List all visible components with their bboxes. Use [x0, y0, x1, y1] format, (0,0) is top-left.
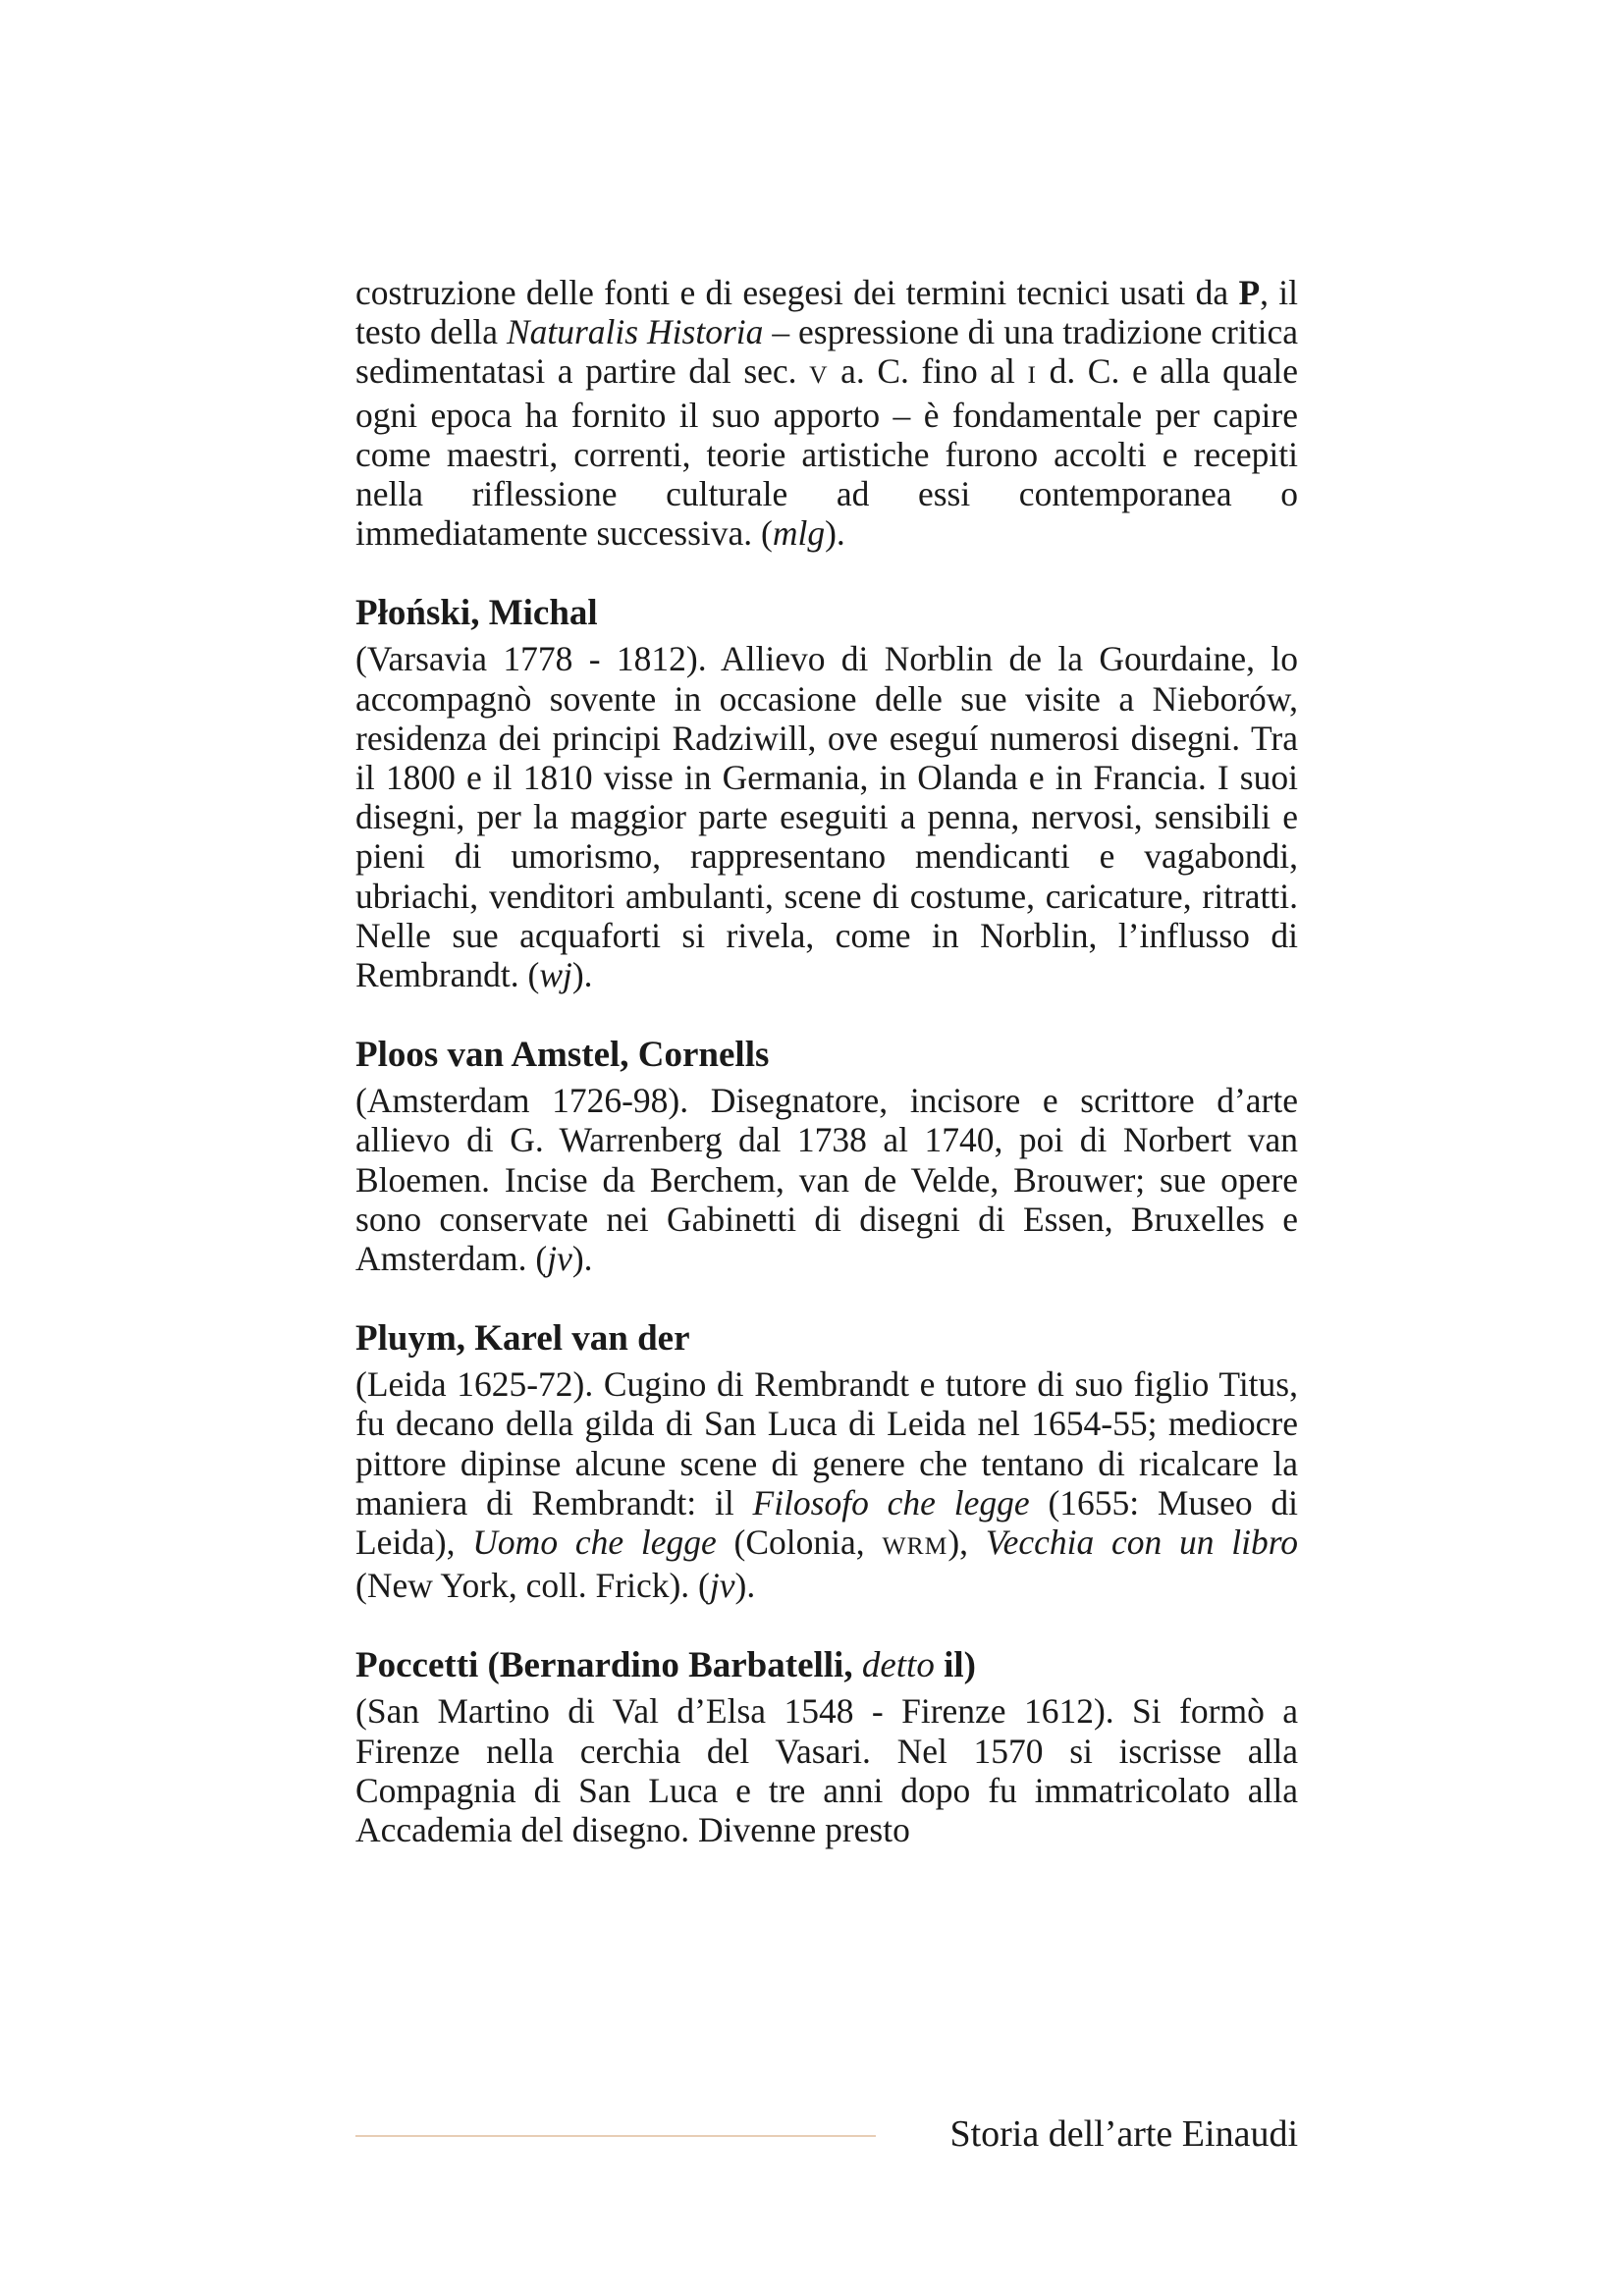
- entry-heading: Pluym, Karel van der: [355, 1318, 690, 1360]
- heading-run: il): [934, 1645, 976, 1686]
- text-run: (1655: Museo di Leida),: [355, 1482, 1298, 1563]
- text-run-smallcaps: I: [1027, 360, 1038, 390]
- text-run-italic: Naturalis Historia: [506, 312, 764, 352]
- page-body: [355, 273, 1298, 1849]
- entry-pluym: [355, 1317, 1298, 1605]
- text-run: ).: [734, 1566, 756, 1606]
- entry-body: [355, 1081, 1298, 1278]
- text-run: a. C. fino al: [828, 351, 1028, 392]
- text-run: (Amsterdam 1726-98). Disegnatore, incisore e scrittore d’arte allievo di G. Warrenberg dal 1738 al 1740, poi di Norbert van Bloemen. Incise da Berchem, van de Velde, Brouwer; sue opere sono conservate nei Gabinetti di disegni di Essen, Bruxelles e Amsterdam. (: [355, 1081, 1298, 1279]
- entry-plonski: [355, 592, 1298, 994]
- text-run: ),: [947, 1522, 986, 1563]
- footer-rule: [355, 2135, 876, 2137]
- entry-heading: [355, 1644, 1298, 1687]
- heading-run: Poccetti (Bernardino Barbatelli,: [355, 1645, 862, 1686]
- text-run: (New York, coll. Frick). (: [355, 1566, 710, 1606]
- entry-body: [355, 639, 1298, 994]
- text-run: , il testo della: [355, 273, 1298, 352]
- text-run-smallcaps: WRM: [882, 1531, 948, 1561]
- text-run-italic: Filosofo che legge: [752, 1482, 1030, 1522]
- text-run-italic: Uomo che legge: [472, 1522, 717, 1563]
- entry-ploos-van-amstel: [355, 1034, 1298, 1278]
- heading-run-italic: detto: [861, 1645, 935, 1686]
- text-run-smallcaps: V: [809, 360, 829, 390]
- intro-paragraph: [355, 273, 1298, 553]
- text-run: ).: [825, 513, 845, 554]
- text-run-bold: P: [1238, 273, 1261, 312]
- text-run: ).: [571, 955, 593, 995]
- entry-poccetti: [355, 1644, 1298, 1849]
- text-run: (Leida 1625-72). Cugino di Rembrandt e tutore di suo figlio Titus, fu decano della gilda di San Luca di Leida nel 1654-55; mediocre pittore dipinse alcune scene di genere che tentano di ricalcare la maniera di Rembrandt: il: [355, 1364, 1298, 1522]
- text-run: (Colonia,: [716, 1522, 883, 1563]
- entry-heading: Płoński, Michal: [355, 593, 598, 634]
- text-run: d. C. e alla quale ogni epoca ha fornito il suo apporto – è fondamentale per capire come maestri, correnti, teorie artistiche furono accolti e recepiti nella riflessione culturale ad essi contemporanea o immediatamente successiva. (: [355, 351, 1298, 554]
- entry-body: [355, 1364, 1298, 1605]
- footer-title: Storia dell’arte Einaudi: [949, 2113, 1298, 2155]
- text-run-italic: Vecchia con un libro: [985, 1522, 1299, 1563]
- author-signature: jv: [709, 1566, 735, 1606]
- author-signature: jv: [547, 1239, 572, 1279]
- text-run: (Varsavia 1778 - 1812). Allievo di Norblin de la Gourdaine, lo accompagnò sovente in occasione delle sue visite a Nieborów, residenza dei principi Radziwill, ove eseguí numerosi disegni. Tra il 1800 e il 1810 visse in Germania, in Olanda e in Francia. I suoi disegni, per la maggior parte eseguiti a penna, nervosi, sensibili e pieni di umorismo, rappresentano mendicanti e vagabondi, ubriachi, venditori ambulanti, scene di costume, caricature, ritratti. Nelle sue acquaforti si rivela, come in Norblin, l’influsso di Rembrandt. (: [355, 639, 1298, 995]
- page-footer: [355, 2110, 1298, 2160]
- entry-heading: Ploos van Amstel, Cornells: [355, 1035, 770, 1076]
- text-run: costruzione delle fonti e di esegesi dei termini tecnici usati da: [355, 273, 1239, 312]
- author-signature: wj: [539, 955, 572, 995]
- author-signature: mlg: [772, 513, 826, 554]
- text-run: (San Martino di Val d’Elsa 1548 - Firenze 1612). Si formò a Firenze nella cerchia del Vasari. Nel 1570 si iscrisse alla Compagnia di San Luca e tre anni dopo fu immatricolato alla Accademia del disegno. Divenne presto: [355, 1691, 1298, 1850]
- entry-body: [355, 1691, 1298, 1849]
- text-run: ).: [571, 1239, 593, 1279]
- text-run: – espressione di una tradizione critica sedimentatasi a partire dal sec.: [355, 312, 1298, 392]
